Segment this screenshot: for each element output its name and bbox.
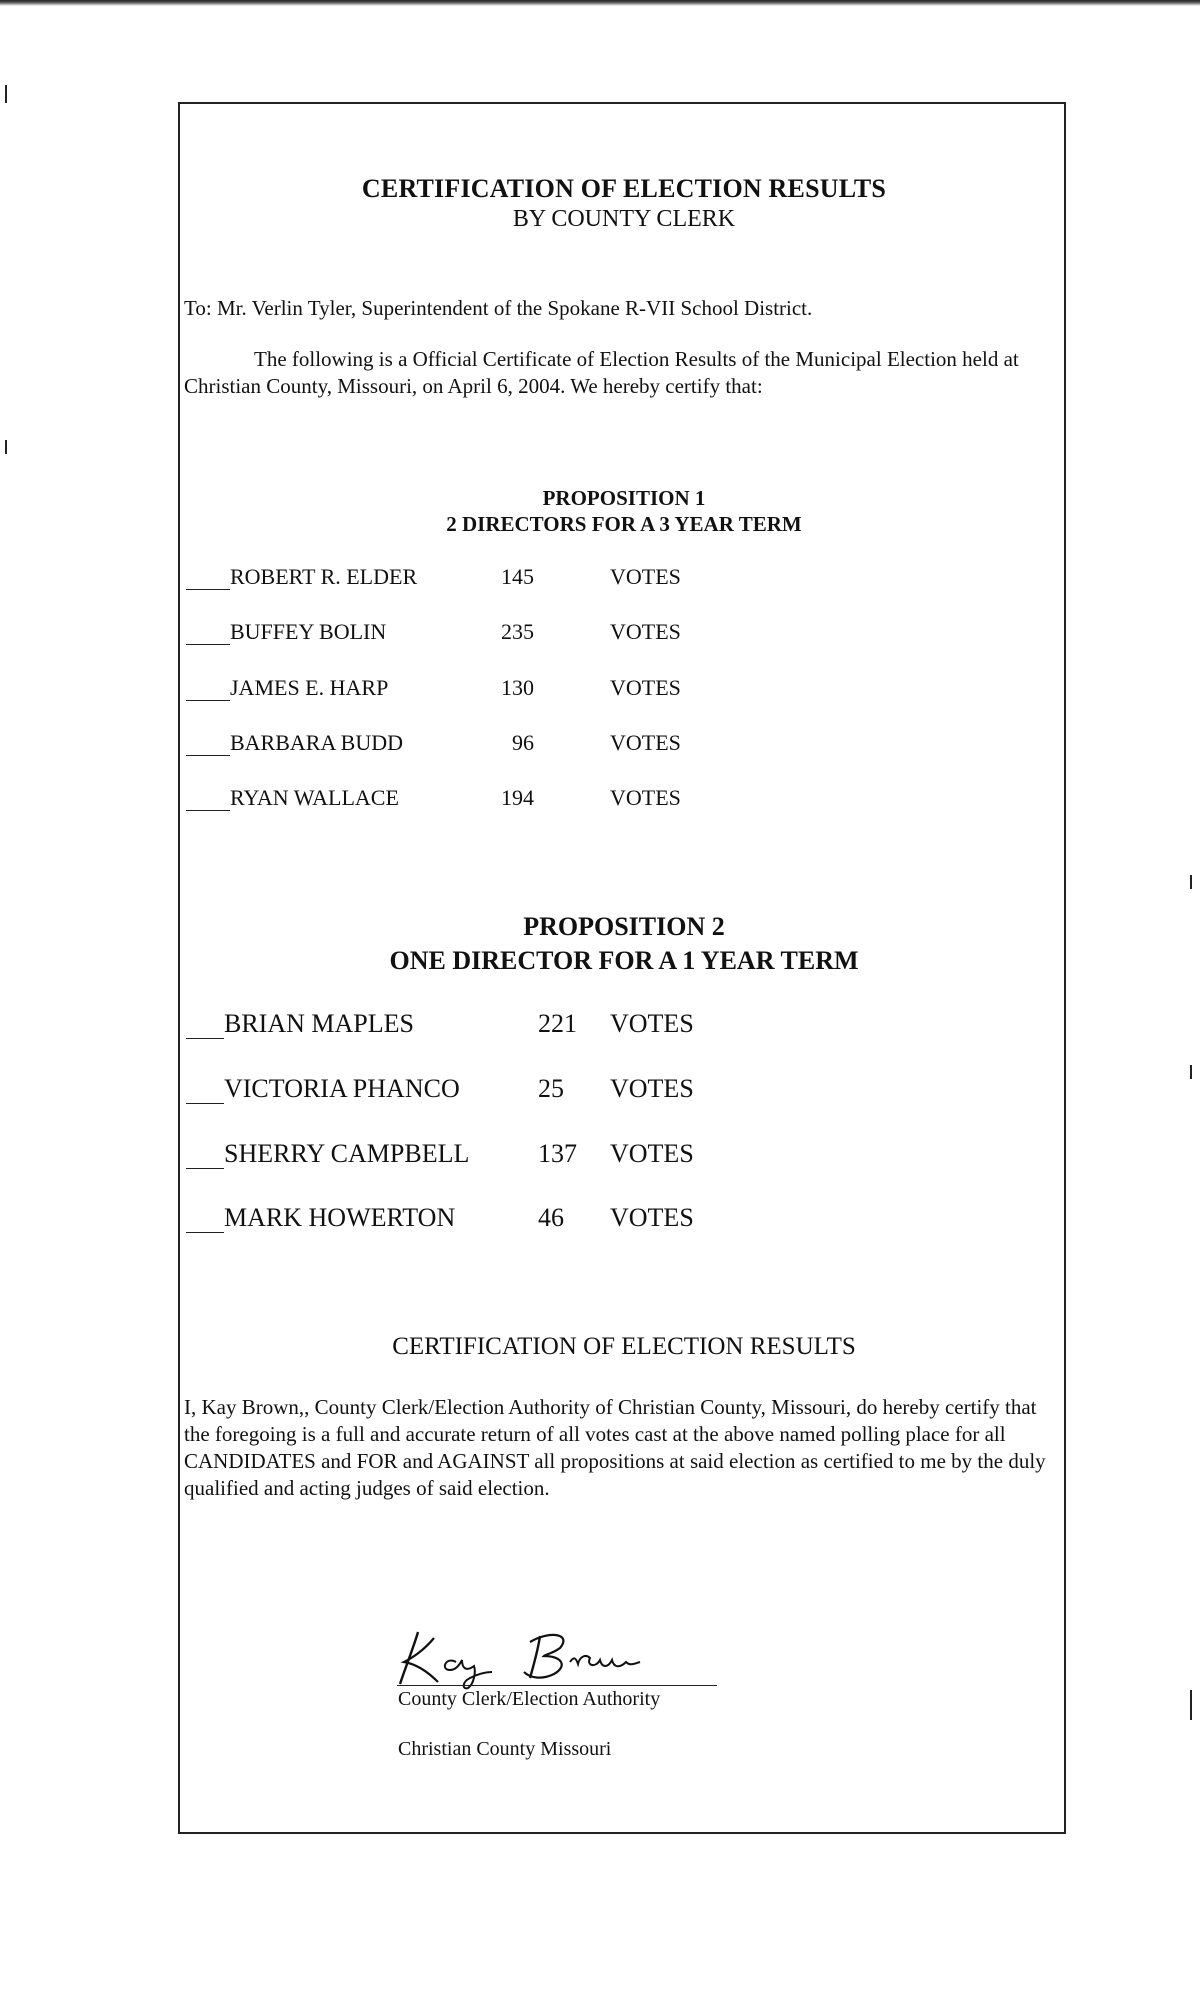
candidate-row	[180, 564, 1068, 594]
check-blank	[186, 755, 230, 756]
votes-label: VOTES	[610, 730, 681, 755]
vote-count: 194	[501, 785, 534, 810]
proposition2-subheading: ONE DIRECTOR FOR A 1 YEAR TERM	[389, 946, 859, 975]
intro-paragraph: The following is a Official Certificate of Election Results of the Municipal Election held at Christian County, Missouri, on April 6, 2004. We hereby certify that:	[184, 347, 1019, 398]
proposition1-subheading: 2 DIRECTORS FOR A 3 YEAR TERM	[446, 512, 802, 536]
scan-mark	[5, 440, 7, 454]
candidate-row	[180, 1139, 1068, 1173]
vote-count: 96	[512, 730, 534, 755]
candidate-name: BRIAN MAPLES	[224, 1009, 414, 1038]
scan-mark	[5, 85, 7, 103]
signature-role: County Clerk/Election Authority	[398, 1688, 661, 1710]
check-blank	[186, 644, 230, 645]
votes-label: VOTES	[610, 1139, 694, 1168]
check-blank	[186, 1232, 224, 1233]
candidate-row	[180, 619, 1068, 649]
certification-statement: I, Kay Brown,, County Clerk/Election Authority of Christian County, Missouri, do hereby certify that the foregoing is a full and accurate return of all votes cast at the above named polling place for all CANDIDATES and FOR and AGAINST all propositions at said election as certified to me by the duly qualified and acting judges of said election.	[184, 1395, 1046, 1500]
county-label: Christian County Missouri	[398, 1738, 612, 1760]
vote-count: 137	[538, 1139, 577, 1168]
proposition1-heading: PROPOSITION 1	[542, 486, 706, 510]
votes-label: VOTES	[610, 564, 681, 589]
scan-mark	[1190, 875, 1192, 889]
check-blank	[186, 700, 230, 701]
check-blank	[186, 810, 230, 811]
votes-label: VOTES	[610, 1009, 694, 1038]
candidate-row	[180, 785, 1068, 815]
candidate-name: VICTORIA PHANCO	[224, 1074, 460, 1103]
votes-label: VOTES	[610, 1203, 694, 1232]
votes-label: VOTES	[610, 675, 681, 700]
scan-mark	[1190, 1690, 1192, 1720]
candidate-name: ROBERT R. ELDER	[230, 564, 418, 589]
signature-line	[397, 1685, 717, 1686]
certificate-frame	[178, 102, 1066, 1834]
vote-count: 25	[538, 1074, 564, 1103]
check-blank	[186, 1038, 224, 1039]
votes-label: VOTES	[610, 619, 681, 644]
vote-count: 145	[501, 564, 534, 589]
candidate-row	[180, 1009, 1068, 1043]
vote-count: 235	[501, 619, 534, 644]
scan-top-edge	[0, 0, 1200, 6]
candidate-name: JAMES E. HARP	[230, 675, 389, 700]
candidate-name: BARBARA BUDD	[230, 730, 403, 755]
certificate-title: CERTIFICATION OF ELECTION RESULTS	[361, 174, 887, 203]
votes-label: VOTES	[610, 1074, 694, 1103]
votes-label: VOTES	[610, 785, 681, 810]
vote-count: 46	[538, 1203, 564, 1232]
check-blank	[186, 589, 230, 590]
clerk-signature	[390, 1626, 690, 1692]
candidate-name: BUFFEY BOLIN	[230, 619, 387, 644]
candidate-row	[180, 1203, 1068, 1237]
candidate-name: MARK HOWERTON	[224, 1203, 456, 1232]
certificate-subtitle: BY COUNTY CLERK	[512, 206, 736, 232]
candidate-row	[180, 1074, 1068, 1108]
candidate-row	[180, 730, 1068, 760]
proposition2-heading: PROPOSITION 2	[523, 912, 725, 941]
vote-count: 221	[538, 1009, 577, 1038]
candidate-name: RYAN WALLACE	[230, 785, 399, 810]
check-blank	[186, 1168, 224, 1169]
addressee-line: To: Mr. Verlin Tyler, Superintendent of the Spokane R-VII School District.	[184, 296, 813, 320]
vote-count: 130	[501, 675, 534, 700]
scan-mark	[1190, 1065, 1192, 1079]
certification-heading: CERTIFICATION OF ELECTION RESULTS	[392, 1333, 856, 1360]
candidate-row	[180, 675, 1068, 705]
candidate-name: SHERRY CAMPBELL	[224, 1139, 470, 1168]
check-blank	[186, 1103, 224, 1104]
